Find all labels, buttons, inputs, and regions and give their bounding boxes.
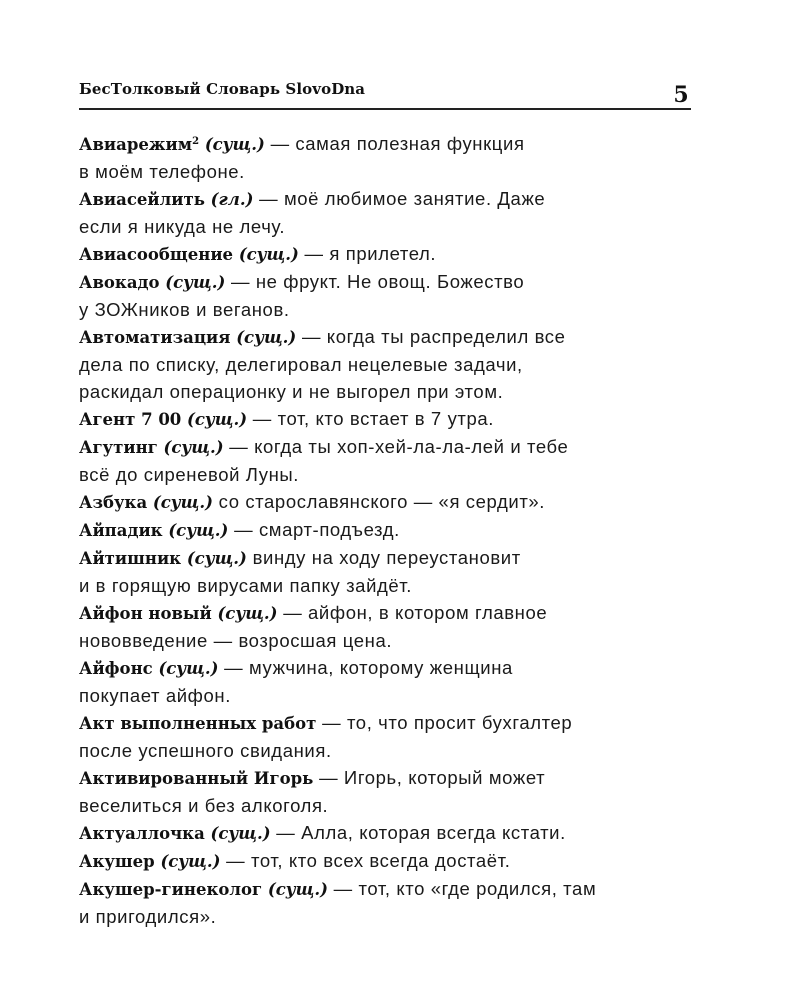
entry-term: [79, 659, 153, 678]
entry-term-superscript: 2: [192, 136, 200, 147]
entry-definition-text: — самая полезная функция: [264, 133, 525, 154]
entry-definition-text: покупает айфон.: [79, 685, 231, 706]
entry-term-text: Автоматизация: [79, 328, 231, 347]
entry-definition-text: — когда ты распределил все: [296, 326, 566, 347]
entry-term-text: Активированный Игорь: [79, 769, 314, 788]
entry-line-first: [79, 130, 699, 158]
entry-term: [79, 604, 212, 623]
entry-definition-text: — смарт-подъезд.: [228, 519, 400, 540]
entry-line-first: [79, 847, 699, 875]
entry-term-text: Айфон новый: [79, 604, 212, 623]
entry-line-first: [79, 819, 699, 847]
entry-line-continuation: [79, 737, 699, 764]
entry-term-text: Авиарежим: [79, 135, 193, 154]
entry-line-first: [79, 433, 699, 461]
entry-line-continuation: [79, 296, 699, 323]
entry-part-of-speech: (сущ.): [160, 852, 221, 871]
entry-part-of-speech: (сущ.): [152, 493, 213, 512]
entry-definition-text: нововведение — возросшая цена.: [79, 630, 393, 651]
entry-term: [79, 410, 181, 429]
entry-part-of-speech: (сущ.): [238, 245, 299, 264]
entry-term: [79, 714, 316, 733]
entry-term-text: Акушер: [79, 852, 155, 871]
entry-line-first: [79, 185, 699, 213]
entry-definition-text: — я прилетел.: [298, 243, 437, 264]
entry-part-of-speech: (сущ.): [217, 604, 278, 623]
entry-term-text: Авиасообщение: [79, 245, 234, 264]
entry-term: [79, 328, 230, 347]
entry-definition-text: — не фрукт. Не овощ. Божество: [225, 271, 525, 292]
entry-part-of-speech: (сущ.): [236, 328, 297, 347]
entry-definition-text: раскидал операционку и не выгорел при этом.: [79, 381, 504, 402]
entry-definition-text: — моё любимое занятие. Даже: [253, 188, 546, 209]
entry-term-text: Агент 7 00: [79, 410, 182, 429]
dictionary-entries: [79, 130, 699, 930]
entry-line-first: [79, 764, 699, 792]
entry-line-first: [79, 405, 699, 433]
entry-line-first: [79, 599, 699, 627]
entry-line-first: [79, 268, 699, 296]
entry-term: [79, 852, 155, 871]
header-divider: [79, 108, 691, 110]
entry-line-continuation: [79, 351, 699, 378]
entry-definition-text: и пригодился».: [79, 906, 217, 927]
entry-line-first: [79, 544, 699, 572]
entry-definition-text: — то, что просит бухгалтер: [316, 712, 573, 733]
entry-line-continuation: [79, 792, 699, 819]
entry-part-of-speech: (сущ.): [165, 273, 226, 292]
entry-part-of-speech: (сущ.): [163, 438, 224, 457]
entry-term-text: Агутинг: [79, 438, 158, 457]
entry-term-text: Актуаллочка: [79, 824, 205, 843]
entry-definition-text: — Игорь, который может: [313, 767, 546, 788]
entry-line-first: [79, 709, 699, 737]
entry-definition-text: — мужчина, которому женщина: [218, 657, 513, 678]
entry-line-first: [79, 323, 699, 351]
entry-definition-text: у ЗОЖников и веганов.: [79, 299, 290, 320]
entry-definition-text: после успешного свидания.: [79, 740, 332, 761]
entry-term-text: Айфонс: [79, 659, 153, 678]
entry-term: [79, 824, 205, 843]
entry-definition-text: — айфон, в котором главное: [277, 602, 548, 623]
entry-term: [79, 438, 158, 457]
entry-part-of-speech: (сущ.): [204, 135, 265, 154]
entry-definition-text: — когда ты хоп-хей-ла-ла-лей и тебе: [223, 436, 569, 457]
entry-line-continuation: [79, 627, 699, 654]
entry-definition-text: всё до сиреневой Луны.: [79, 464, 300, 485]
entry-line-continuation: [79, 378, 699, 405]
entry-line-continuation: [79, 461, 699, 488]
entry-part-of-speech: (сущ.): [186, 549, 247, 568]
entry-term: [79, 880, 262, 899]
entry-line-continuation: [79, 158, 699, 185]
entry-part-of-speech: (гл.): [210, 190, 254, 209]
running-title: БесТолковый Словарь SlovoDna: [79, 80, 366, 98]
entry-term-text: Азбука: [79, 493, 148, 512]
entry-definition-text: дела по списку, делегировал нецелевые задачи,: [79, 354, 523, 375]
entry-definition-text: и в горящую вирусами папку зайдёт.: [79, 575, 413, 596]
entry-line-continuation: [79, 903, 699, 930]
entry-line-first: [79, 516, 699, 544]
entry-line-continuation: [79, 572, 699, 599]
entry-term-text: Акт выполненных работ: [79, 714, 317, 733]
entry-part-of-speech: (сущ.): [187, 410, 248, 429]
entry-part-of-speech: (сущ.): [210, 824, 271, 843]
entry-line-first: [79, 654, 699, 682]
entry-term-text: Айтишник: [79, 549, 182, 568]
entry-part-of-speech: (сущ.): [158, 659, 219, 678]
entry-line-continuation: [79, 213, 699, 240]
entry-definition-text: — тот, кто «где родился, там: [327, 878, 597, 899]
entry-definition-text: веселиться и без алкоголя.: [79, 795, 329, 816]
entry-term: [79, 135, 199, 154]
entry-term: [79, 245, 233, 264]
entry-term: [79, 190, 205, 209]
entry-term-text: Авокадо: [79, 273, 160, 292]
entry-line-first: [79, 488, 699, 516]
entry-line-continuation: [79, 682, 699, 709]
entry-line-first: [79, 240, 699, 268]
entry-part-of-speech: (сущ.): [168, 521, 229, 540]
entry-definition-text: в моём телефоне.: [79, 161, 245, 182]
entry-line-first: [79, 875, 699, 903]
entry-definition-text: винду на ходу переустановит: [246, 547, 521, 568]
entry-definition-text: — тот, кто встает в 7 утра.: [247, 408, 495, 429]
page-number: 5: [673, 82, 689, 108]
entry-term: [79, 549, 181, 568]
entry-term: [79, 769, 313, 788]
entry-definition-text: со старославянского — «я сердит».: [212, 491, 546, 512]
entry-term: [79, 521, 163, 540]
entry-term-text: Айпадик: [79, 521, 163, 540]
entry-definition-text: — тот, кто всех всегда достаёт.: [220, 850, 511, 871]
entry-term-text: Авиасейлить: [79, 190, 205, 209]
entry-term: [79, 273, 160, 292]
entry-definition-text: если я никуда не лечу.: [79, 216, 286, 237]
entry-term: [79, 493, 147, 512]
entry-definition-text: — Алла, которая всегда кстати.: [270, 822, 566, 843]
entry-term-text: Акушер-гинеколог: [79, 880, 263, 899]
entry-part-of-speech: (сущ.): [267, 880, 328, 899]
